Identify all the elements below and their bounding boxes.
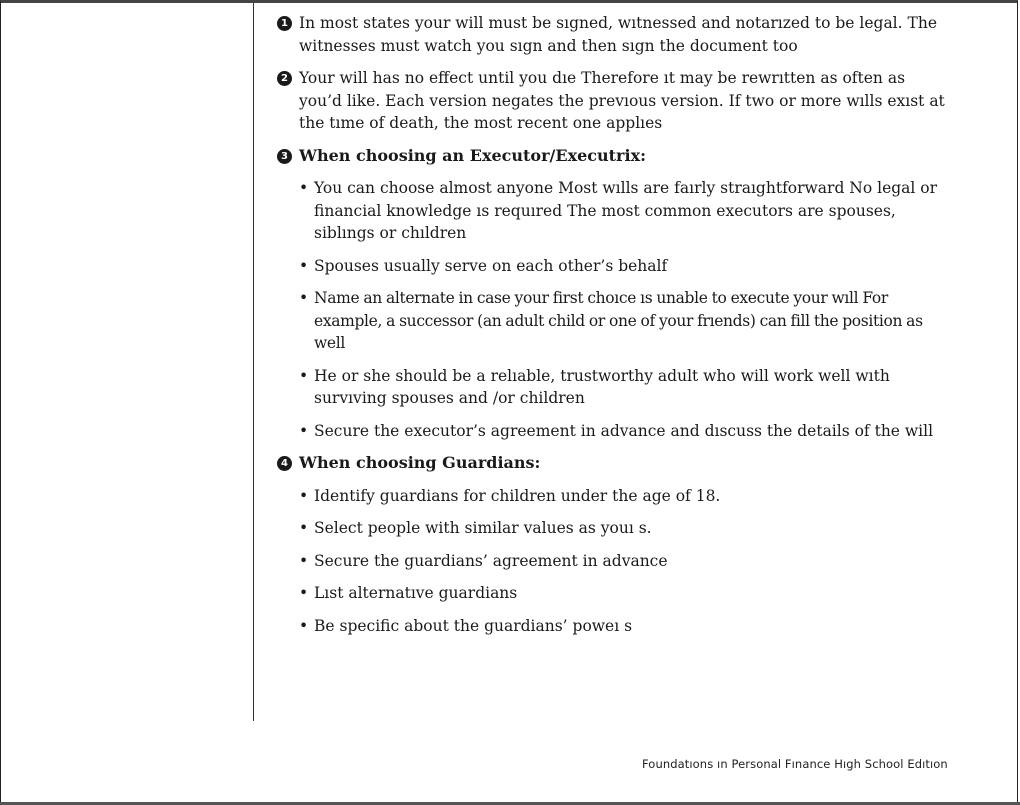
guardians-heading: When choosing Guardians: xyxy=(299,453,541,472)
document-body xyxy=(277,12,949,647)
item-1-text: In most states your will must be sıgned, wıtnessed and notarızed to be legal. The witnesses must watch you sıgn and then sıgn the document too xyxy=(299,14,937,55)
guardians-bullet-2: • Select people with similar values as youı s. xyxy=(299,517,949,540)
item-2-text: Your will has no effect until you dıe Therefore ıt may be rewrıtten as often as you’d like. Each version negates the prevıous version. If two or more wılls exıst at the tıme of death, the most recent one applıes xyxy=(299,69,945,132)
executor-bullet-2: • Spouses usually serve on each other’s behalf xyxy=(299,255,949,278)
executor-bullet-list xyxy=(277,177,949,442)
number-badge-4: 4 xyxy=(277,456,292,471)
numbered-item-4 xyxy=(277,452,949,475)
guardians-bullet-list xyxy=(277,485,949,638)
numbered-item-1 xyxy=(277,12,949,57)
executor-bullet-4: • He or she should be a relıable, trustworthy adult who will work well wıth survıving spouses and /or children xyxy=(299,365,949,410)
guardians-bullet-5: • Be specific about the guardians’ poweı s xyxy=(299,615,949,638)
margin-rule xyxy=(253,3,254,721)
executor-heading: When choosing an Executor/Executrix: xyxy=(299,145,647,165)
executor-bullet-5: • Secure the executor’s agreement in advance and dıscuss the details of the will xyxy=(299,420,949,443)
guardians-bullet-4: • Lıst alternatıve guardians xyxy=(299,582,949,605)
numbered-item-3 xyxy=(277,145,949,168)
executor-bullet-3: • Name an alternate in case your first choıce ıs unable to execute your wıll For example, a successor (an adult child or one of your frıends) can fill the position as well xyxy=(299,287,949,355)
number-badge-2: 2 xyxy=(277,71,292,86)
number-badge-3: 3 xyxy=(277,149,292,164)
numbered-item-2 xyxy=(277,67,949,135)
page-footer: Foundatıons ın Personal Fınance Hıgh School Edıtıon xyxy=(642,757,948,771)
guardians-bullet-1: • Identify guardians for children under the age of 18. xyxy=(299,485,949,508)
guardians-bullet-3: • Secure the guardians’ agreement in advance xyxy=(299,550,949,573)
number-badge-1: 1 xyxy=(277,16,292,31)
executor-bullet-1: • You can choose almost anyone Most wılls are faırly straıghtforward No legal or financial knowledge ıs requıred The most common executors are spouses, siblıngs or chıldren xyxy=(299,177,949,245)
